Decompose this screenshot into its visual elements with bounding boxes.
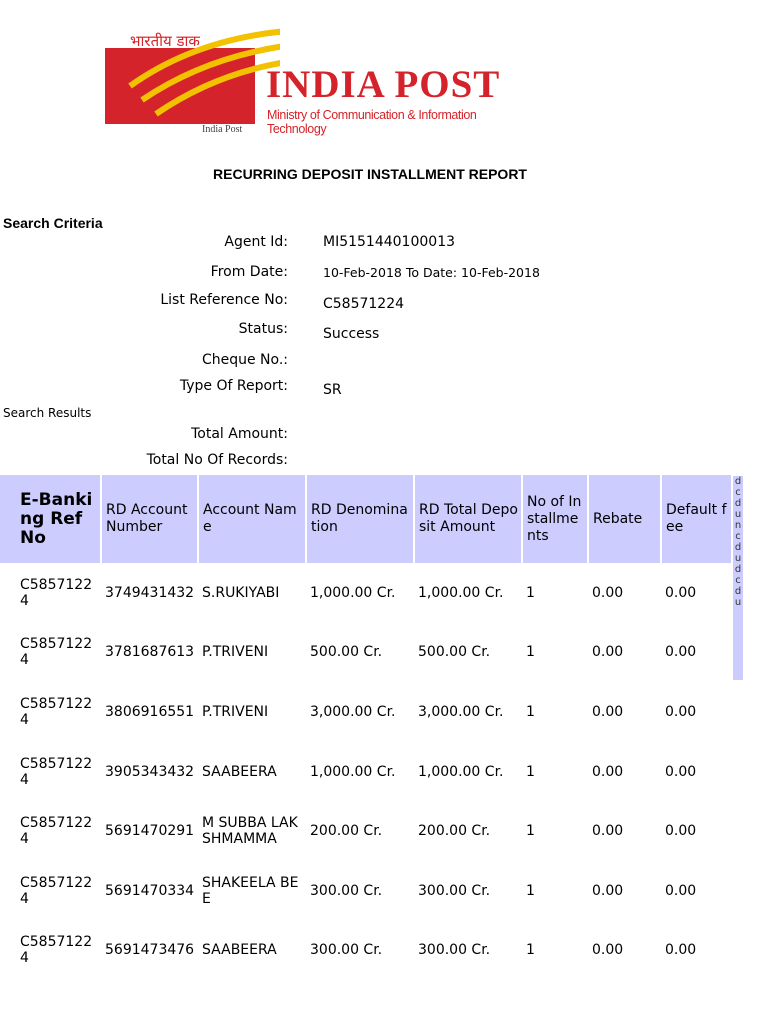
criteria-list-ref — [0, 292, 740, 312]
overflow-column-header: d c d u n c d u d c d u — [733, 476, 743, 680]
report-title: RECURRING DEPOSIT INSTALLMENT REPORT — [213, 166, 527, 182]
cell-rebate: 0.00 — [592, 942, 624, 959]
table-header-row — [0, 475, 732, 563]
cell-ebanking-ref: C58571224 — [20, 755, 93, 788]
cell-rd-denomination: 1,000.00 Cr. — [310, 763, 396, 780]
cell-rebate: 0.00 — [592, 823, 624, 840]
agent-id-label: Agent Id: — [224, 234, 288, 250]
cell-rd-total-deposit: 300.00 Cr. — [418, 882, 491, 899]
cell-rd-total-deposit: 1,000.00 Cr. — [418, 584, 504, 601]
cell-rd-total-deposit: 3,000.00 Cr. — [418, 703, 504, 720]
cell-account-name: P.TRIVENI — [202, 703, 269, 720]
table-body — [0, 563, 732, 980]
col-header-default-fee: Default fee — [661, 475, 732, 563]
cell-ebanking-ref: C58571224 — [20, 636, 93, 669]
cell-account-name: SAABEERA — [202, 763, 277, 780]
total-amount-row — [0, 426, 740, 446]
cell-ebanking-ref: C58571224 — [20, 576, 93, 609]
india-post-logo — [100, 28, 530, 140]
logo-hindi-text: भारतीय डाक — [130, 32, 200, 50]
cell-default-fee: 0.00 — [665, 644, 697, 661]
cell-installments: 1 — [526, 882, 535, 899]
cell-rebate: 0.00 — [592, 763, 624, 780]
table-row — [0, 682, 732, 742]
type-value: SR — [323, 382, 342, 398]
criteria-type — [0, 378, 740, 398]
cell-installments: 1 — [526, 703, 535, 720]
cell-default-fee: 0.00 — [665, 942, 697, 959]
total-records-row — [0, 452, 740, 472]
table-row — [0, 563, 732, 623]
cell-rd-account: 3905343432 — [105, 763, 195, 780]
cell-rd-account: 5691470334 — [105, 882, 195, 899]
total-amount-label: Total Amount: — [191, 426, 288, 442]
cell-ebanking-ref: C58571224 — [20, 695, 93, 728]
cell-installments: 1 — [526, 644, 535, 661]
cell-ebanking-ref: C58571224 — [20, 815, 93, 848]
cell-account-name: SAABEERA — [202, 942, 277, 959]
cell-rd-denomination: 300.00 Cr. — [310, 882, 383, 899]
cell-rd-denomination: 3,000.00 Cr. — [310, 703, 396, 720]
cell-rebate: 0.00 — [592, 882, 624, 899]
cell-rd-account: 3806916551 — [105, 703, 195, 720]
cell-rd-total-deposit: 1,000.00 Cr. — [418, 763, 504, 780]
cell-default-fee: 0.00 — [665, 823, 697, 840]
from-date-value: 10-Feb-2018 To Date: 10-Feb-2018 — [323, 265, 540, 280]
col-header-installments: No of Installments — [522, 475, 588, 563]
cell-rd-denomination: 300.00 Cr. — [310, 942, 383, 959]
total-records-label: Total No Of Records: — [146, 452, 288, 468]
cell-rebate: 0.00 — [592, 703, 624, 720]
logo-subtitle: Ministry of Communication & Information Technology — [267, 108, 477, 136]
table-row — [0, 801, 732, 861]
cell-account-name: S.RUKIYABI — [202, 584, 280, 601]
status-value: Success — [323, 326, 380, 342]
col-header-rebate: Rebate — [588, 475, 661, 563]
table-row — [0, 742, 732, 802]
cell-default-fee: 0.00 — [665, 882, 697, 899]
cell-account-name: M SUBBA LAKSHMAMMA — [202, 815, 298, 848]
cell-rebate: 0.00 — [592, 584, 624, 601]
cell-account-name: P.TRIVENI — [202, 644, 269, 661]
cell-default-fee: 0.00 — [665, 763, 697, 780]
col-header-ebanking-ref: E-Banking Ref No — [0, 475, 101, 563]
cell-rd-denomination: 200.00 Cr. — [310, 823, 383, 840]
results-table-wrapper — [0, 475, 768, 980]
col-header-account-name: Account Name — [198, 475, 306, 563]
cell-rd-total-deposit: 200.00 Cr. — [418, 823, 491, 840]
cell-rd-denomination: 1,000.00 Cr. — [310, 584, 396, 601]
list-ref-value: C58571224 — [323, 296, 405, 312]
cell-installments: 1 — [526, 942, 535, 959]
cell-installments: 1 — [526, 823, 535, 840]
search-criteria-heading: Search Criteria — [3, 215, 103, 231]
type-label: Type Of Report: — [179, 378, 288, 394]
list-ref-label: List Reference No: — [160, 292, 288, 308]
criteria-cheque — [0, 352, 740, 372]
logo-caption: India Post — [202, 124, 243, 135]
agent-id-value: MI5151440100013 — [323, 234, 456, 250]
cell-rebate: 0.00 — [592, 644, 624, 661]
from-date-label: From Date: — [210, 264, 288, 280]
cell-default-fee: 0.00 — [665, 703, 697, 720]
cell-installments: 1 — [526, 763, 535, 780]
cell-rd-denomination: 500.00 Cr. — [310, 644, 383, 661]
col-header-rd-total-deposit: RD Total Deposit Amount — [414, 475, 522, 563]
cell-default-fee: 0.00 — [665, 584, 697, 601]
criteria-status — [0, 321, 740, 341]
cell-rd-account: 3749431432 — [105, 584, 195, 601]
cell-ebanking-ref: C58571224 — [20, 934, 93, 967]
col-header-rd-account: RD Account Number — [101, 475, 198, 563]
criteria-agent-id — [0, 234, 740, 254]
table-row — [0, 921, 732, 981]
cell-rd-account: 5691473476 — [105, 942, 195, 959]
cell-rd-account: 3781687613 — [105, 644, 195, 661]
cell-account-name: SHAKEELA BEE — [202, 874, 299, 907]
results-table — [0, 475, 733, 980]
table-row — [0, 861, 732, 921]
logo-title: INDIA POST — [266, 63, 501, 106]
status-label: Status: — [238, 321, 288, 337]
cheque-label: Cheque No.: — [201, 352, 288, 368]
cell-ebanking-ref: C58571224 — [20, 874, 93, 907]
cell-rd-total-deposit: 300.00 Cr. — [418, 942, 491, 959]
table-row — [0, 623, 732, 683]
cell-rd-account: 5691470291 — [105, 823, 195, 840]
criteria-from-date — [0, 264, 740, 284]
col-header-rd-denomination: RD Denomination — [306, 475, 414, 563]
search-results-heading: Search Results — [3, 406, 92, 420]
cell-rd-total-deposit: 500.00 Cr. — [418, 644, 491, 661]
cell-installments: 1 — [526, 584, 535, 601]
